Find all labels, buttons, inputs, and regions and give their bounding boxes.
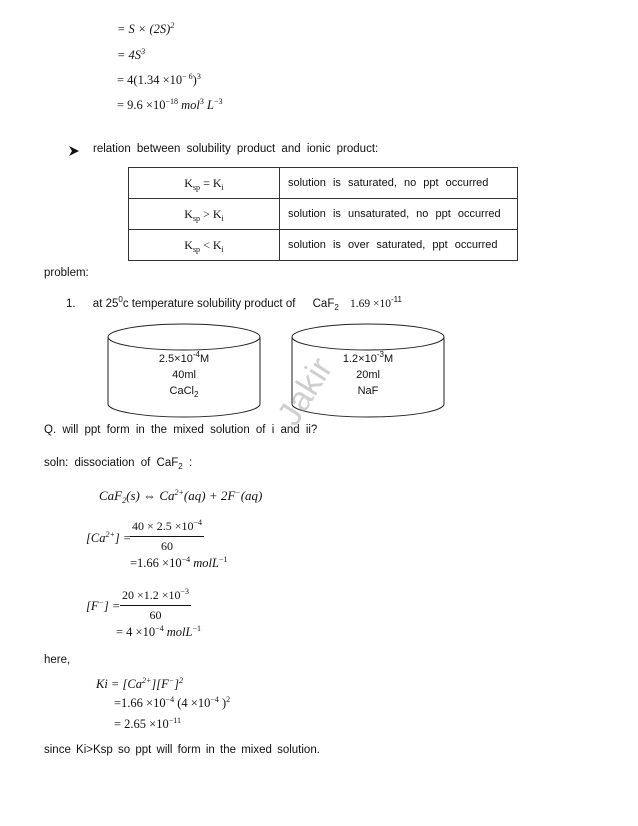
item-number: 1. [66,298,76,310]
f-conc-fraction: $\frac{20 \times 1.2 \times 10^{-3}}{60}$ [122,587,190,622]
calc-line-2-sup: 3 [141,47,146,56]
beaker-1-volume: 40ml [172,369,196,381]
ca-conc-denominator: 60 [161,539,174,553]
calc-line-3-a: = 4(1.34 ×10 [117,73,183,87]
dissociation-equation: CaF$_2$(s) ⇔ $Ca^{2+}(aq) + 2F^-(aq)$ [99,488,263,505]
here-label: here, [44,654,71,666]
calc-line-3-sup1: − 6 [182,72,193,81]
ca-conc-lhs: $[Ca^{2+}]$ = [86,530,132,545]
relation-result: solution is unsaturated, no ppt occurred [280,199,518,230]
relation-table [128,167,518,261]
conclusion-text: since Ki>Ksp so ppt will form in the mixed solution. [44,744,320,756]
table-row [129,199,518,230]
ki-line-2: $=1.66 \times 10^{-4}$ ($4 \times 10^{-4}$ )$^2$ [114,695,231,710]
beaker-2-label: $1.2\times 10^{-3}M$ 20ml NaF [308,351,428,399]
ki-line-1: $Ki = [Ca^{2+}][F^-]^2$ [96,676,184,691]
beaker-2-salt: NaF [357,385,379,397]
calc-line-4 [117,98,222,113]
ca-conc-result: $=1.66 \times 10^{-4}$ molL$^{-1}$ [130,555,228,570]
beaker-1-label: $2.5\times 10^{-4}M$ 40ml CaCl$_2$ [124,351,244,399]
calc-line-4-sup2: 3 [199,97,204,106]
question-text: Q. will ppt form in the mixed solution of i and ii? [44,424,318,436]
relation-condition: $K_{sp} > K_i$ [129,199,280,230]
relation-result: solution is over saturated, ppt occurred [280,230,518,261]
beaker-2-volume: 20ml [356,369,380,381]
f-conc-result: = $4 \times 10^{-4}$ molL$^{-1}$ [116,624,201,639]
calc-line-3-sup2: 3 [196,72,201,81]
calc-line-1 [117,22,174,37]
calc-line-3-b: ) [192,73,197,87]
calc-line-4-sup3: −3 [213,97,223,106]
item-text-b: c temperature solubility product of [122,298,296,310]
relation-result: solution is saturated, no ppt occurred [280,168,518,199]
calc-line-1-text: = S × (2S) [117,22,171,36]
watermark: Jakir [270,351,341,433]
calc-line-2-text: = 4S [117,48,142,62]
calc-line-3 [117,73,201,88]
degree-sup: 0 [118,295,123,304]
calc-line-2 [117,48,145,63]
calc-line-4-l: L [203,98,214,112]
relation-heading: relation between solubility product and ionic product: [93,143,379,155]
relation-condition: $K_{sp} = K_i$ [129,168,280,199]
problem-item-1 [66,295,402,312]
ki-line-3: = $2.65 \times 10^{-11}$ [114,716,181,731]
ca-conc-fraction: $\frac{40 \times 2.5 \times 10^{-4}}{60}$ [132,518,203,553]
item-species-sub: 2 [334,303,339,312]
relation-condition: $K_{sp} < K_i$ [129,230,280,261]
calc-line-4-sup1: −18 [165,97,178,106]
soln-text: soln: dissociation of CaF$_2$ : [44,457,193,471]
ksp-value-sup: -11 [391,295,402,304]
table-row [129,168,518,199]
arrow-bullet-icon [68,144,80,162]
calc-line-1-sup: 2 [170,21,175,30]
table-row [129,230,518,261]
calc-line-4-a: = 9.6 ×10 [117,98,166,112]
f-conc-denominator: 60 [149,608,162,622]
f-conc-lhs: [F−] = [86,598,121,613]
problem-label: problem: [44,267,89,279]
item-text-a: at 25 [92,298,119,310]
item-species: CaF [312,298,335,310]
calc-line-4-mol: mol [178,98,200,112]
ksp-value: 1.69 ×10 [350,298,392,310]
